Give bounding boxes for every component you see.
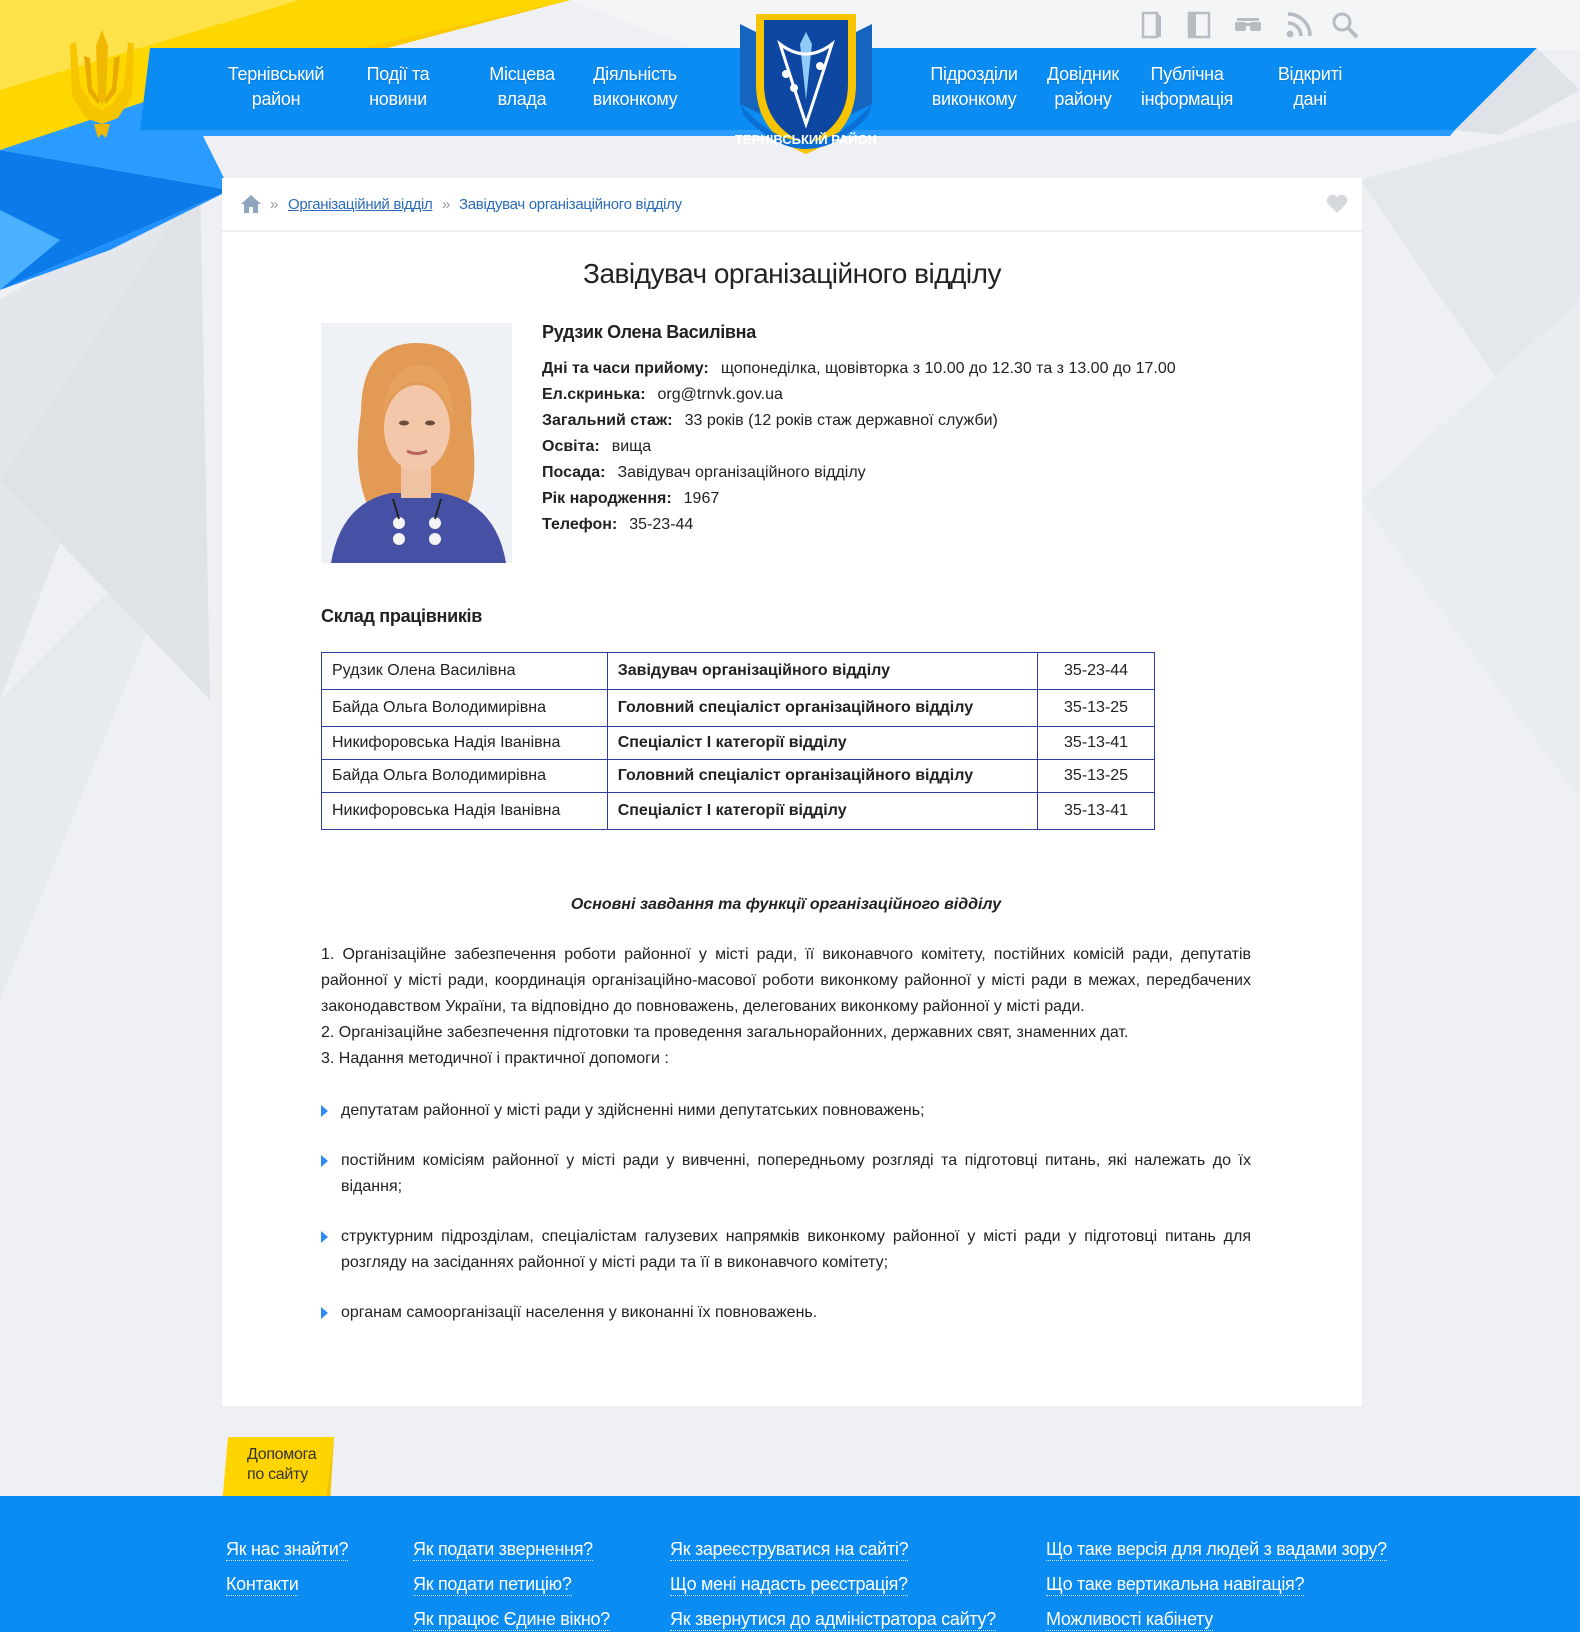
info-value: вища — [611, 438, 652, 455]
nav-executive-activity[interactable] — [580, 62, 690, 112]
staff-name: Байда Ольга Володимирівна — [322, 690, 608, 727]
info-value: org@trnvk.gov.ua — [657, 386, 783, 403]
breadcrumb-separator: » — [270, 196, 279, 213]
table-row — [322, 727, 1155, 760]
staff-phone: 35-23-44 — [1038, 653, 1155, 690]
info-value: 33 років (12 років стаж державної служби) — [684, 412, 998, 429]
bullet-arrow-icon — [321, 1231, 328, 1243]
person-photo — [321, 323, 512, 563]
nav-label-line2: влада — [497, 89, 547, 109]
list-item — [321, 1148, 1251, 1200]
task-paragraph-2: 2. Організаційне забезпечення підготовки та проведення загальнорайонних, державних свят, знаменних дат. — [321, 1024, 1129, 1041]
staff-phone: 35-13-25 — [1038, 690, 1155, 727]
info-row-education — [542, 438, 651, 456]
info-row-phone — [542, 516, 693, 534]
info-row-reception — [542, 360, 1176, 378]
footer-link-cabinet[interactable]: Можливості кабінету — [1046, 1609, 1213, 1629]
nav-label-line1: Відкриті — [1277, 64, 1343, 84]
staff-heading: Склад працівників — [321, 606, 483, 626]
book-icon[interactable] — [1184, 10, 1214, 40]
table-row — [322, 793, 1155, 830]
staff-phone: 35-13-41 — [1038, 793, 1155, 830]
staff-name: Рудзик Олена Василівна — [322, 653, 608, 690]
info-row-experience — [542, 412, 998, 430]
staff-position: Завідувач організаційного відділу — [607, 653, 1037, 690]
staff-position: Головний спеціаліст організаційного відділу — [607, 760, 1037, 793]
nav-open-data[interactable] — [1270, 62, 1350, 112]
staff-name: Никифоровська Надія Іванівна — [322, 793, 608, 830]
bullet-arrow-icon — [321, 1155, 328, 1167]
info-value: Завідувач організаційного відділу — [617, 464, 866, 481]
person-name: Рудзик Олена Василівна — [542, 322, 756, 342]
info-label: Посада: — [542, 464, 606, 481]
list-item-text: депутатам районної у місті ради у здійсненні ними депутатських повноважень; — [341, 1102, 925, 1119]
table-row — [322, 760, 1155, 793]
home-icon[interactable] — [240, 194, 262, 214]
nav-label-line2: новини — [369, 89, 427, 109]
nav-label-line1: Довідник — [1047, 64, 1119, 84]
nav-ternivskyi-raion[interactable] — [218, 62, 334, 112]
footer-link-single-window[interactable]: Як працює Єдине вікно? — [413, 1609, 610, 1629]
staff-position: Спеціаліст І категорії відділу — [607, 793, 1037, 830]
info-row-birth-year — [542, 490, 719, 508]
nav-label-line2: дані — [1293, 89, 1327, 109]
info-value: 1967 — [683, 490, 720, 507]
info-row-email — [542, 386, 783, 404]
nav-label-line2: інформація — [1140, 89, 1234, 109]
staff-position: Головний спеціаліст організаційного відділу — [607, 690, 1037, 727]
list-item — [321, 1224, 1251, 1276]
info-label: Ел.скринька: — [542, 386, 646, 403]
list-item-text: структурним підрозділам, спеціалістам галузевих напрямків виконкому районної у місті ради у підготовці питань для розгляду на засіданнях районної у місті ради та її в виконавчого комітету; — [341, 1228, 1251, 1271]
table-row — [322, 653, 1155, 690]
staff-phone: 35-13-41 — [1038, 727, 1155, 760]
nav-label-line1: Публічна — [1150, 64, 1224, 84]
nav-events-news[interactable] — [350, 62, 446, 112]
trident-logo[interactable] — [62, 26, 142, 141]
table-row — [322, 690, 1155, 727]
breadcrumb-current: Завідувач організаційного відділу — [459, 196, 682, 213]
task-paragraph-3: 3. Надання методичної і практичної допомоги : — [321, 1050, 669, 1067]
search-icon[interactable] — [1330, 10, 1360, 40]
info-value: 35-23-44 — [629, 516, 694, 533]
footer-link-register[interactable]: Як зареєструватися на сайті? — [670, 1539, 909, 1559]
nav-label-line2: виконкому — [931, 89, 1017, 109]
content-panel — [222, 178, 1362, 1406]
nav-label-line2: район — [251, 89, 301, 109]
footer-link-appeal[interactable]: Як подати звернення? — [413, 1539, 593, 1559]
tasks-heading: Основні завдання та функції організаційного відділу — [570, 896, 1002, 913]
info-row-position — [542, 464, 866, 482]
info-label: Освіта: — [542, 438, 600, 455]
help-label-line2: по сайту — [247, 1466, 308, 1483]
staff-position: Спеціаліст І категорії відділу — [607, 727, 1037, 760]
nav-label-line1: Діяльність — [593, 64, 677, 84]
rss-icon[interactable] — [1284, 10, 1314, 40]
footer-link-contact-admin[interactable]: Як звернутися до адміністратора сайту? — [670, 1609, 996, 1629]
list-item-text: постійним комісіям районної у місті ради у вивченні, попередньому розгляді та підготовці питань, які належать до їх відання; — [341, 1152, 1251, 1195]
nav-label-line1: Підрозділи — [930, 64, 1018, 84]
footer-link-vertical-nav[interactable]: Що таке вертикальна навігація? — [1046, 1574, 1305, 1594]
info-label: Телефон: — [542, 516, 618, 533]
glasses-icon[interactable] — [1233, 10, 1263, 40]
list-item-text: органам самоорганізації населення у виконанні їх повноважень. — [341, 1304, 818, 1321]
nav-label-line1: Події та — [366, 64, 430, 84]
nav-district-directory[interactable] — [1040, 62, 1126, 112]
nav-public-info[interactable] — [1136, 62, 1238, 112]
footer-link-registration-benefits[interactable]: Що мені надасть реєстрація? — [670, 1574, 908, 1594]
footer-link-accessibility[interactable]: Що таке версія для людей з вадами зору? — [1046, 1539, 1387, 1559]
nav-local-authority[interactable] — [474, 62, 570, 112]
emblem-text: ТЕРНІВСЬКИЙ РАЙОН — [735, 132, 877, 147]
breadcrumb-separator: » — [442, 196, 451, 213]
nav-executive-units[interactable] — [924, 62, 1024, 112]
info-label: Дні та часи прийому: — [542, 360, 709, 377]
help-label-line1: Допомога — [247, 1446, 317, 1463]
task-paragraph-1: 1. Організаційне забезпечення роботи районної у місті ради, її виконавчого комітету, постійних комісій ради, депутатів районної у місті ради, координація організаційно-масової роботи виконкому районної у місті ради в межах, передбачених законодавством України, та відповідно до повноважень, делегованих виконкому районної у місті ради. — [321, 946, 1251, 1015]
staff-table — [321, 652, 1155, 830]
nav-label-line2: району — [1054, 89, 1112, 109]
breadcrumb-link-org-dept[interactable]: Організаційний відділ — [288, 196, 433, 213]
site-header — [0, 0, 1580, 180]
bullet-arrow-icon — [321, 1307, 328, 1319]
staff-phone: 35-13-25 — [1038, 760, 1155, 793]
info-label: Загальний стаж: — [542, 412, 673, 429]
list-item — [321, 1300, 1251, 1326]
heart-icon[interactable] — [1326, 194, 1348, 214]
info-value: щопонеділка, щовівторка з 10.00 до 12.30 та з 13.00 до 17.00 — [720, 360, 1176, 377]
breadcrumb — [222, 178, 1362, 232]
staff-name: Никифоровська Надія Іванівна — [322, 727, 608, 760]
help-label[interactable] — [247, 1445, 316, 1485]
bullet-arrow-icon — [321, 1105, 328, 1117]
nav-label-line2: виконкому — [592, 89, 678, 109]
list-item — [321, 1098, 1251, 1124]
info-label: Рік народження: — [542, 490, 672, 507]
login-icon[interactable] — [1137, 10, 1167, 40]
district-emblem[interactable] — [720, 4, 892, 164]
footer-link-contacts[interactable]: Контакти — [226, 1574, 299, 1594]
footer-link-find-us[interactable]: Як нас знайти? — [226, 1539, 349, 1559]
staff-name: Байда Ольга Володимирівна — [322, 760, 608, 793]
footer-link-petition[interactable]: Як подати петицію? — [413, 1574, 572, 1594]
site-footer — [0, 1496, 1580, 1632]
nav-label-line1: Місцева — [489, 64, 555, 84]
nav-label-line1: Тернівський — [227, 64, 325, 84]
page-title: Завідувач організаційного відділу — [583, 258, 1001, 289]
